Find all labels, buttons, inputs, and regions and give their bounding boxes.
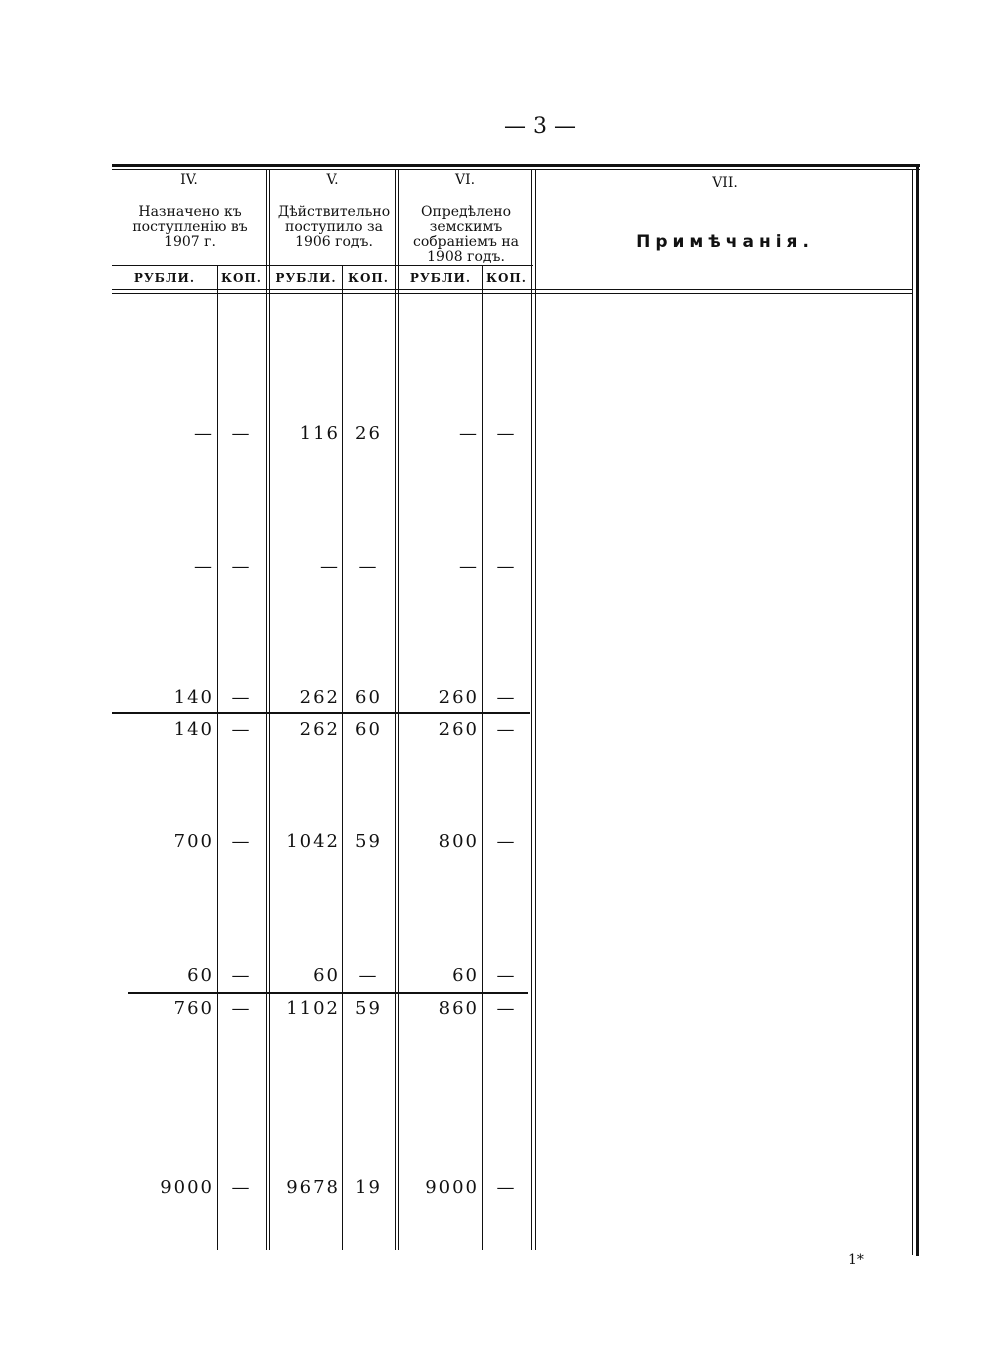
col5-roman: V. — [326, 172, 339, 188]
table-cell-c4k: — — [231, 965, 252, 986]
col6-roman: VI. — [454, 172, 476, 188]
table-cell-c6r: — — [459, 423, 479, 444]
table-cell-c5k: 19 — [355, 1177, 382, 1198]
table-cell-c6k: — — [496, 687, 517, 708]
divider — [395, 170, 396, 1250]
table-cell-c5k: 59 — [355, 831, 382, 852]
divider — [269, 170, 270, 1250]
table-cell-c4r: 760 — [173, 998, 214, 1019]
header-rule-2 — [112, 293, 913, 294]
table-cell-c5r: 262 — [299, 719, 340, 740]
signature-mark: 1* — [848, 1252, 864, 1268]
table-cell-c5r: 1042 — [286, 831, 340, 852]
table-cell-c6k: — — [496, 965, 517, 986]
table-cell-c4k: — — [231, 998, 252, 1019]
table-cell-c6r: 260 — [438, 719, 479, 740]
divider — [266, 170, 267, 1250]
right-border — [916, 166, 919, 1256]
table-cell-c5k: 60 — [355, 687, 382, 708]
table-cell-c6r: 9000 — [425, 1177, 479, 1198]
table-cell-c4r: 140 — [173, 719, 214, 740]
divider — [535, 170, 536, 1250]
table-cell-c4r: — — [194, 423, 214, 444]
col4-roman: IV. — [180, 172, 198, 188]
table-cell-c5r: 60 — [313, 965, 340, 986]
table-cell-c6r: 60 — [452, 965, 479, 986]
unit-rule — [112, 265, 533, 266]
col6-kopecks-label: КОП. — [486, 271, 527, 285]
table-cell-c4r: 700 — [173, 831, 214, 852]
col7-roman: VII. — [712, 175, 738, 191]
divider — [912, 170, 913, 1255]
table-cell-c6r: 800 — [438, 831, 479, 852]
table-cell-c5r: 9678 — [286, 1177, 340, 1198]
notes-title: Примѣчанія. — [636, 232, 814, 252]
table-cell-c5r: 1102 — [286, 998, 340, 1019]
table-cell-c4r: — — [194, 556, 214, 577]
table-cell-c5r: 116 — [299, 423, 340, 444]
table-cell-c5k: — — [358, 556, 379, 577]
table-cell-c6r: 260 — [438, 687, 479, 708]
table-cell-c4r: 9000 — [160, 1177, 214, 1198]
table-cell-c5k: 60 — [355, 719, 382, 740]
table-cell-c4r: 140 — [173, 687, 214, 708]
table-cell-c4r: 60 — [187, 965, 214, 986]
divider — [398, 170, 399, 1250]
col6-rubles-label: РУБЛИ. — [409, 271, 472, 285]
table-cell-c6r: 860 — [438, 998, 479, 1019]
header-rule — [112, 289, 913, 290]
subtotal-rule-1 — [112, 712, 530, 714]
top-rule-thin — [112, 169, 920, 170]
top-rule — [112, 164, 920, 167]
table-cell-c5k: 26 — [355, 423, 382, 444]
divider — [342, 265, 343, 1250]
col6-title: Опредѣлено земскимъ собраніемъ на 1908 годъ. — [412, 204, 520, 265]
table-cell-c6r: — — [459, 556, 479, 577]
table-cell-c6k: — — [496, 556, 517, 577]
table-cell-c6k: — — [496, 1177, 517, 1198]
table-cell-c6k: — — [496, 423, 517, 444]
table-cell-c4k: — — [231, 423, 252, 444]
table-cell-c5r: — — [320, 556, 340, 577]
table-cell-c6k: — — [496, 998, 517, 1019]
divider — [482, 265, 483, 1250]
table-cell-c4k: — — [231, 719, 252, 740]
col4-rubles-label: РУБЛИ. — [133, 271, 196, 285]
page-number: — 3 — — [504, 114, 576, 139]
table-cell-c4k: — — [231, 1177, 252, 1198]
table-cell-c5r: 262 — [299, 687, 340, 708]
col4-title: Назначено къ поступленію въ 1907 г. — [132, 204, 248, 250]
subtotal-rule-2 — [128, 992, 528, 994]
table-cell-c4k: — — [231, 831, 252, 852]
col5-rubles-label: РУБЛИ. — [275, 271, 337, 285]
table-cell-c4k: — — [231, 556, 252, 577]
table-cell-c6k: — — [496, 831, 517, 852]
table-cell-c6k: — — [496, 719, 517, 740]
col5-title: Дѣйствительно поступило за 1906 годъ. — [277, 204, 391, 250]
divider — [531, 170, 532, 1250]
col5-kopecks-label: КОП. — [348, 271, 389, 285]
table-cell-c5k: 59 — [355, 998, 382, 1019]
table-cell-c5k: — — [358, 965, 379, 986]
table-cell-c4k: — — [231, 687, 252, 708]
divider — [217, 265, 218, 1250]
col4-kopecks-label: КОП. — [221, 271, 262, 285]
